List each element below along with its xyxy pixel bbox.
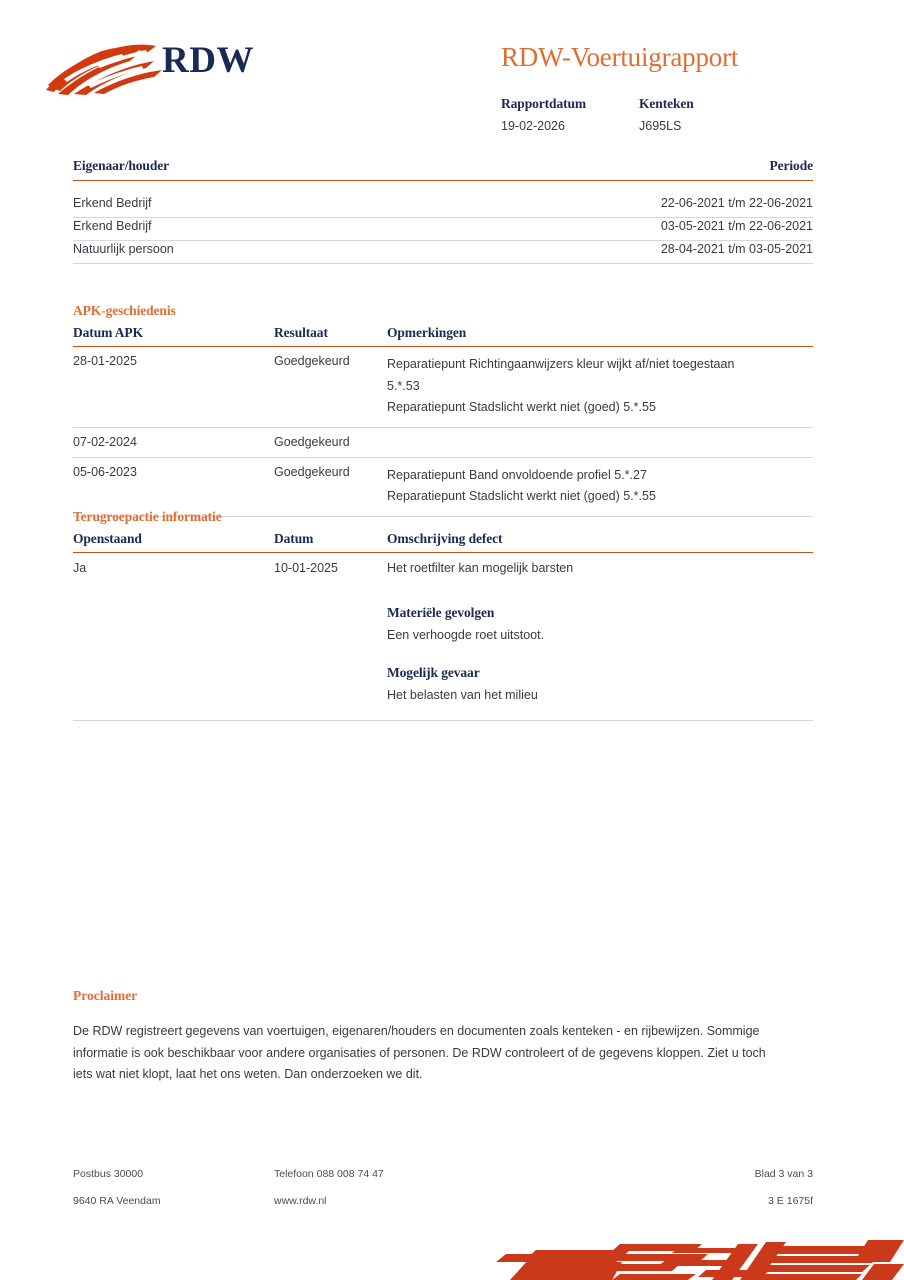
footer-telephone: Telefoon 088 008 74 47 bbox=[274, 1168, 384, 1180]
document-title: RDW-Voertuigrapport bbox=[501, 42, 739, 72]
recall-table-body bbox=[73, 553, 813, 721]
owner-type: Erkend Bedrijf bbox=[73, 219, 152, 233]
table-row bbox=[73, 560, 813, 582]
plate-value: J695LS bbox=[639, 119, 682, 133]
table-row bbox=[73, 428, 813, 457]
apk-note-line: Reparatiepunt Richtingaanwijzers kleur wijkt af/niet toegestaan bbox=[387, 357, 735, 371]
apk-note-line: 5.*.53 bbox=[387, 378, 420, 393]
apk-result: Goedgekeurd bbox=[274, 434, 350, 449]
apk-table-header bbox=[73, 325, 813, 346]
footer-line-2 bbox=[73, 1195, 813, 1222]
owner-table-body bbox=[73, 195, 813, 264]
recall-section bbox=[73, 509, 813, 721]
apk-section-title: APK-geschiedenis bbox=[73, 303, 176, 318]
apk-date: 05-06-2023 bbox=[73, 464, 137, 479]
disclaimer-section bbox=[73, 988, 813, 1086]
document-meta bbox=[501, 96, 861, 133]
recall-column-header-description: Omschrijving defect bbox=[387, 531, 503, 546]
apk-note-empty bbox=[387, 435, 813, 439]
apk-notes bbox=[387, 465, 813, 508]
recall-material-text: Een verhoogde roet uitstoot. bbox=[387, 628, 545, 642]
apk-result: Goedgekeurd bbox=[274, 354, 350, 368]
plate-label: Kenteken bbox=[639, 96, 694, 111]
apk-note-line: Reparatiepunt Stadslicht werkt niet (goed) 5.*.55 bbox=[387, 400, 656, 414]
rdw-logo bbox=[44, 33, 254, 93]
recall-column-header-date: Datum bbox=[274, 531, 314, 546]
report-date-value: 19-02-2026 bbox=[501, 119, 565, 133]
rdw-wordmark: RDW bbox=[162, 40, 254, 81]
recall-danger-title: Mogelijk gevaar bbox=[387, 665, 480, 680]
disclaimer-text: De RDW registreert gegevens van voertuigen, eigenaren/houders en documenten zoals kenteken - en rijbewijzen. Sommige informatie is ook beschikbaar voor andere organisaties of personen. De RDW controleert of de gegevens kloppen. Ziet u toch iets wat niet klopt, laat het ons weten. Dan onderzoeken we dit. bbox=[73, 1024, 766, 1081]
recall-material-title: Materiële gevolgen bbox=[387, 605, 495, 620]
document-footer bbox=[73, 1168, 813, 1222]
owner-table-header bbox=[73, 158, 813, 180]
owner-column-header-type: Eigenaar/houder bbox=[73, 158, 170, 173]
footer-website: www.rdw.nl bbox=[274, 1195, 327, 1207]
footer-page-number: Blad 3 van 3 bbox=[754, 1168, 813, 1180]
document-header bbox=[0, 0, 904, 150]
recall-description-value: Het roetfilter kan mogelijk barsten bbox=[387, 561, 574, 575]
recall-column-header-open: Openstaand bbox=[73, 531, 142, 546]
footer-form-code: 3 E 1675f bbox=[768, 1195, 813, 1207]
owner-section bbox=[73, 158, 813, 264]
owner-period: 28-04-2021 t/m 03-05-2021 bbox=[660, 242, 813, 256]
apk-column-header-result: Resultaat bbox=[274, 325, 328, 340]
disclaimer-title: Proclaimer bbox=[73, 988, 138, 1003]
owner-column-header-period: Periode bbox=[769, 158, 813, 173]
apk-notes bbox=[387, 435, 813, 449]
apk-result: Goedgekeurd bbox=[274, 464, 350, 479]
apk-history-section bbox=[73, 303, 813, 517]
row-divider bbox=[73, 263, 813, 264]
table-row bbox=[73, 195, 813, 217]
owner-period: 03-05-2021 t/m 22-06-2021 bbox=[660, 219, 813, 233]
apk-date: 28-01-2025 bbox=[73, 354, 137, 368]
table-row bbox=[73, 347, 813, 427]
table-row bbox=[73, 458, 813, 516]
recall-potential-danger bbox=[387, 665, 813, 702]
owner-header-rule bbox=[73, 180, 813, 181]
apk-date: 07-02-2024 bbox=[73, 434, 137, 449]
report-date-label: Rapportdatum bbox=[501, 96, 587, 111]
footer-postbus: Postbus 30000 bbox=[73, 1168, 144, 1180]
recall-date-value: 10-01-2025 bbox=[274, 561, 338, 575]
apk-note-line: Reparatiepunt Band onvoldoende profiel 5.*.27 bbox=[387, 467, 647, 482]
apk-column-header-date: Datum APK bbox=[73, 325, 143, 340]
apk-note-line: Reparatiepunt Stadslicht werkt niet (goed) 5.*.55 bbox=[387, 489, 656, 503]
report-date-block bbox=[501, 96, 639, 133]
footer-city: 9640 RA Veendam bbox=[73, 1195, 161, 1207]
owner-type: Erkend Bedrijf bbox=[73, 196, 152, 210]
table-row bbox=[73, 241, 813, 263]
recall-section-title: Terugroepactie informatie bbox=[73, 509, 222, 524]
recall-material-consequences bbox=[387, 605, 813, 642]
rdw-speedline-graphic-icon bbox=[470, 1228, 904, 1280]
apk-column-header-notes: Opmerkingen bbox=[387, 325, 467, 340]
owner-period: 22-06-2021 t/m 22-06-2021 bbox=[660, 196, 813, 210]
rdw-feather-logo-icon bbox=[44, 38, 166, 96]
row-divider bbox=[73, 720, 813, 721]
plate-block bbox=[639, 96, 694, 133]
owner-type: Natuurlijk persoon bbox=[73, 242, 174, 256]
recall-danger-text: Het belasten van het milieu bbox=[387, 688, 538, 702]
apk-notes bbox=[387, 354, 813, 419]
footer-line-1 bbox=[73, 1168, 813, 1195]
recall-open-value: Ja bbox=[73, 561, 87, 575]
recall-table-header bbox=[73, 531, 813, 552]
table-row bbox=[73, 218, 813, 240]
